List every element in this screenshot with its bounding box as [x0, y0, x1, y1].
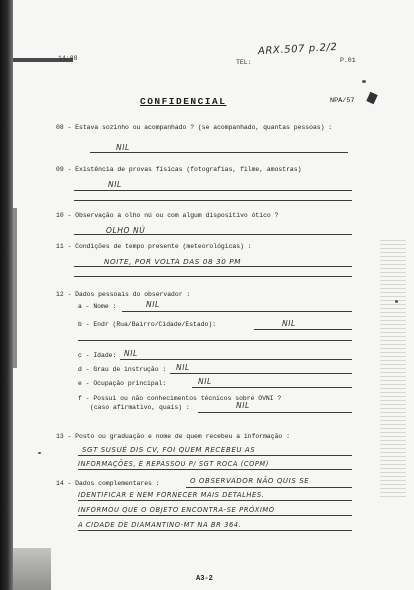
observer-occupation-label: e - Ocupação principal:: [78, 380, 167, 387]
observer-name-label: a - Nome :: [78, 303, 117, 310]
item-12-question: 12 - Dados pessoais do observador :: [56, 291, 191, 298]
answer-line: [198, 412, 352, 413]
item-10-answer: OLHO NÚ: [106, 226, 146, 235]
left-scan-edge: [0, 0, 13, 590]
speck: [362, 80, 366, 83]
item-14-question: 14 - Dados complementares :: [56, 480, 160, 487]
observer-address-value: NIL: [282, 319, 296, 328]
answer-line: [74, 234, 352, 235]
item-13-answer-line-1: SGT SUSUÉ DIS CV, FOI QUEM RECEBEU AS: [82, 446, 256, 454]
speck: [38, 452, 41, 454]
observer-occupation-value: NIL: [198, 377, 212, 386]
answer-line: [74, 200, 352, 201]
item-08-question: 08 - Estava sozinho ou acompanhado ? (se acompanhado, quantas pessoas) :: [56, 124, 333, 131]
answer-line: [78, 515, 352, 516]
answer-line: [78, 500, 352, 501]
answer-line: [74, 190, 352, 191]
observer-address-label: b - Endr (Rua/Bairro/Cidade/Estado):: [78, 321, 217, 328]
item-09-question: 09 - Existência de provas físicas (fotografias, filme, amostras): [56, 166, 302, 173]
answer-line: [122, 311, 352, 312]
fax-tel-label: TEL:: [236, 59, 252, 66]
doc-number: NPA/57: [330, 97, 355, 105]
answer-line: [78, 469, 352, 470]
item-13-question: 13 - Posto ou graduação e nome de quem recebeu a informação :: [56, 433, 290, 440]
right-noise-strip: [380, 240, 406, 500]
page-footer: A3-2: [196, 575, 213, 583]
item-13-answer-line-2: INFORMAÇÕES, E REPASSOU P/ SGT ROCA (COPM): [78, 460, 269, 468]
fax-page-code: P.01: [340, 57, 356, 64]
item-11-question: 11 - Condições de tempo presente (meteorológicas) :: [56, 243, 252, 250]
observer-age-label: c - Idade:: [78, 352, 117, 359]
answer-line: [170, 373, 352, 374]
answer-line: [74, 276, 352, 277]
item-14-answer-line-1: O OBSERVADOR NÃO QUIS SE: [190, 477, 310, 485]
archive-stamp: ARX.507 p.2/2: [257, 41, 338, 58]
answer-line: [192, 387, 352, 388]
observer-age-value: NIL: [124, 349, 138, 358]
item-09-answer: NIL: [108, 180, 122, 189]
answer-line: [78, 530, 352, 531]
answer-line: [78, 340, 352, 341]
left-bleed-mark: [13, 208, 17, 368]
bottom-left-shadow: [13, 548, 51, 590]
observer-education-value: NIL: [176, 363, 190, 372]
observer-name-value: NIL: [146, 300, 160, 309]
observer-education-label: d - Grau de instrução :: [78, 366, 167, 373]
observer-ovni-label-2: (caso afirmativo, quais) :: [90, 404, 190, 411]
answer-line: [74, 266, 352, 267]
answer-line: [78, 455, 352, 456]
answer-line: [120, 359, 352, 360]
item-10-question: 10 - Observação a olho nú ou com algum dispositivo ótico ?: [56, 212, 279, 219]
answer-line: [90, 152, 348, 153]
item-08-answer: NIL: [116, 143, 130, 152]
doc-number-mark: [366, 92, 377, 104]
item-11-answer: NOITE, POR VOLTA DAS 08 30 PM: [104, 257, 242, 266]
item-14-answer-line-2: IDENTIFICAR E NEM FORNECER MAIS DETALHES.: [78, 491, 265, 499]
item-14-answer-line-3: INFORMOU QUE O OBJETO ENCONTRA-SE PRÓXIMO: [78, 506, 275, 514]
speck: [395, 300, 398, 303]
observer-ovni-label: f - Possui ou não conhecimentos técnicos sobre OVNI ?: [78, 395, 282, 402]
answer-line: [186, 487, 352, 488]
page-title: CONFIDENCIAL: [140, 96, 227, 107]
item-14-answer-line-4: A CIDADE DE DIAMANTINO-MT NA BR 364.: [78, 521, 242, 529]
fax-time: 14:88: [58, 55, 78, 62]
observer-ovni-value: NIL: [236, 401, 250, 410]
answer-line: [254, 329, 352, 330]
